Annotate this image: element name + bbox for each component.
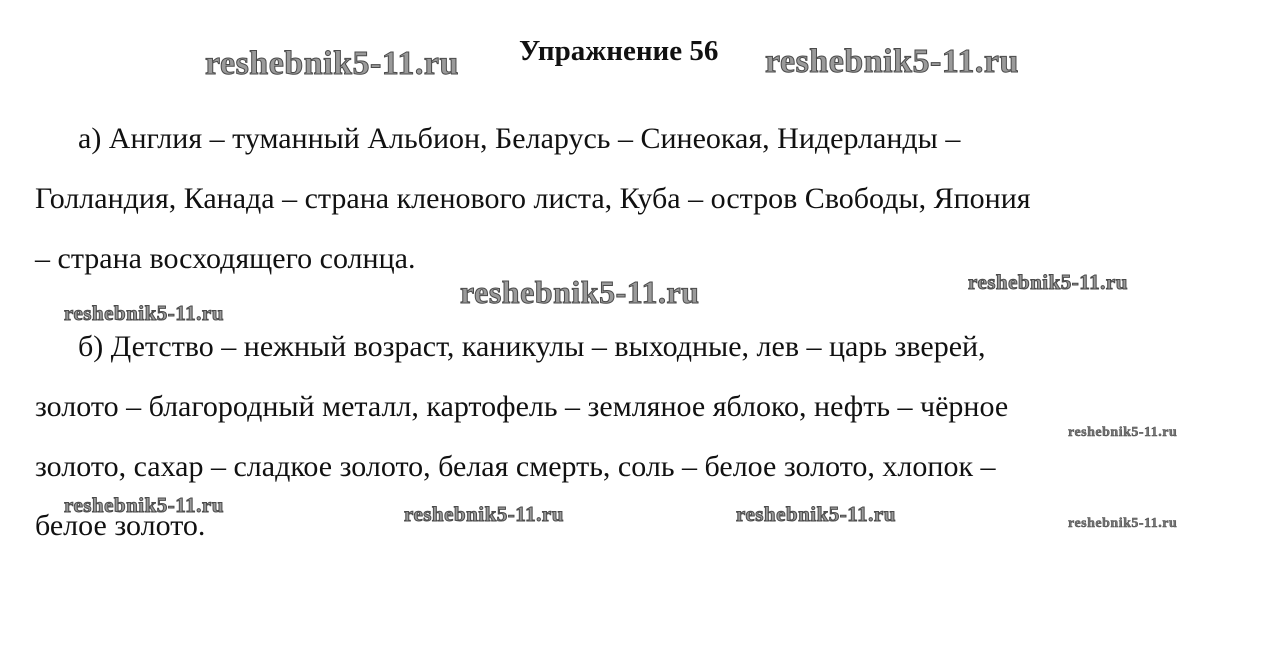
- watermark: reshebnik5-11.ru: [64, 301, 224, 325]
- paragraph-a-line-2: Голландия, Канада – страна кленового листа, Куба – остров Свободы, Япония: [35, 182, 1031, 215]
- paragraph-b-line-4: белое золото.: [35, 509, 206, 542]
- paragraph-b-line-1: б) Детство – нежный возраст, каникулы – выходные, лев – царь зверей,: [78, 330, 986, 363]
- paragraph-a-line-1: а) Англия – туманный Альбион, Беларусь – Синеокая, Нидерланды –: [78, 122, 961, 155]
- paragraph-a-line-3: – страна восходящего солнца.: [35, 242, 416, 275]
- watermark: reshebnik5-11.ru: [1068, 425, 1178, 440]
- watermark: reshebnik5-11.ru: [205, 45, 459, 82]
- watermark: reshebnik5-11.ru: [765, 43, 1019, 80]
- paragraph-b-line-2: золото – благородный металл, картофель – земляное яблоко, нефть – чёрное: [35, 390, 1009, 423]
- watermark: reshebnik5-11.ru: [1068, 516, 1178, 531]
- watermark: reshebnik5-11.ru: [460, 274, 700, 310]
- paragraph-b-line-3: золото, сахар – сладкое золото, белая смерть, соль – белое золото, хлопок –: [35, 450, 996, 483]
- watermark: reshebnik5-11.ru: [64, 493, 224, 517]
- watermark: reshebnik5-11.ru: [404, 502, 564, 526]
- exercise-title: Упражнение 56: [519, 35, 719, 67]
- watermark: reshebnik5-11.ru: [968, 270, 1128, 294]
- watermark: reshebnik5-11.ru: [736, 502, 896, 526]
